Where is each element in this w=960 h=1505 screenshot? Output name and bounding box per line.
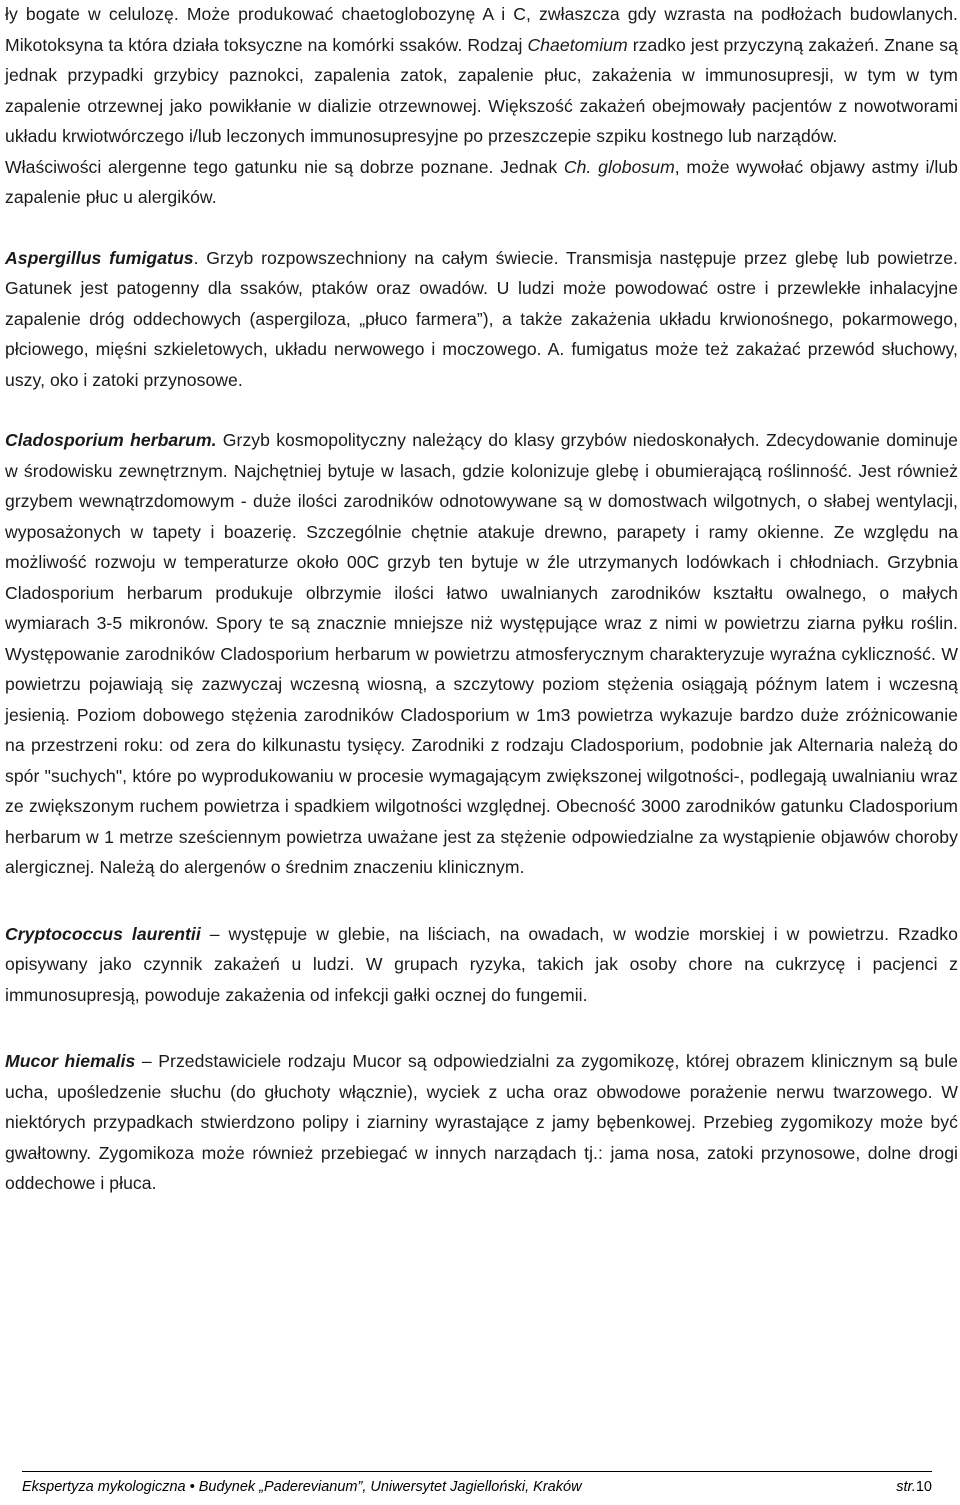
paragraph-text: rzadko jest przyczyną zakażeń. Znane są jednak przypadki grzybicy paznokci, zapalenia zatok, zapalenie płuc, zakażenia w immunosupresji, w tym w tym zapalenie otrzewnej jako powikłanie w dializie otrzewnowej. Większość zakażeń obejmowały pacjentów z nowotworami układu krwiotwórczego i/lub leczonych immunosupresyjne po przeszczepie szpiku kostnego lub narządów. — [5, 34, 958, 146]
paragraph-spacer — [5, 1010, 958, 1046]
page-label: str. — [896, 1479, 916, 1495]
page-number — [896, 1472, 932, 1502]
paragraph-text: – występuje w glebie, na liściach, na owadach, w wodzie morskiej i w powietrzu. Rzadko opisywany jako czynnik zakażeń u ludzi. W grupach ryzyka, takich jak osoby chore na cukrzycę i pacjenci z immunosupresją, powoduje zakażenia od infekcji gałki ocznej do fungemii. — [5, 923, 958, 1005]
species-heading: Cladosporium herbarum. — [5, 430, 217, 450]
footer-title — [22, 1472, 582, 1502]
genus-name-italic: Chaetomium — [527, 34, 628, 55]
footer-text: ”, Uniwersytet Jagielloński, Kraków — [357, 1479, 582, 1495]
paragraph-spacer — [5, 883, 958, 919]
paragraph-text: – Przedstawiciele rodzaju Mucor są odpowiedzialni za zygomikozę, której obrazem klinicznym są bule ucha, upośledzenie słuchu (do głuchoty włącznie), wyciek z ucha oraz obwodowe porażenie nerwu twarzowego. W niektórych przypadkach stwierdzono polipy i ziarniny wyrastające z jamy bębenkowej. Przebieg zygomikozy może być gwałtowny. Zygomikoza może również przebiegać w innych narządach tj.: jama nosa, zatoki przynosowe, dolne drogi oddechowe i płuca. — [5, 1051, 958, 1193]
species-name-italic: Ch. globosum — [563, 156, 675, 177]
paragraph-spacer — [5, 213, 958, 243]
paragraph-cryptococcus — [5, 919, 958, 1011]
paragraph-text: . Grzyb rozpowszechniony na całym świecie. Transmisja następuje przez glebę lub powietrze. Gatunek jest patogenny dla ssaków, ptaków oraz owadów. U ludzi może powodować ostre i przewlekłe inhalacyjne zapalenie dróg oddechowych (aspergiloza, „płuco farmera”), a także zakażenia układu krwionośnego, pokarmowego, płciowego, mięśni szkieletowych, układu nerwowego i moczowego. A. fumigatus może też zakażać przewód słuchowy, uszy, oko i zatoki przynosowe. — [5, 247, 958, 390]
paragraph-chaetomium-allergen — [5, 152, 958, 213]
document-page — [5, 0, 958, 1199]
species-heading: Aspergillus fumigatus — [5, 247, 194, 268]
paragraph-mucor — [5, 1046, 958, 1199]
paragraph-text: Grzyb kosmopolityczny należący do klasy grzybów niedoskonałych. Zdecydowanie dominuje w środowisku zewnętrznym. Najchętniej bytuje w lasach, gdzie kolonizuje glebę i obumierającą roślinność. Jest również grzybem wewnątrzdomowym - duże ilości zarodników odnotowywane są w domostwach wilgotnych, o słabej wentylacji, wyposażonych w tapety i boazerię. Szczególnie chętnie atakuje drewno, parapety i ramy okienne. Ze względu na możliwość rozwoju w temperaturze około 00C grzyb ten bytuje w źle utrzymanych lodówkach i chłodniach. Grzybnia Cladosporium herbarum produkuje olbrzymie ilości łatwo uwalnianych zarodników kształtu owalnego, o małych wymiarach 3-5 mikronów. Spory te są znacznie mniejsze niż występujące wraz z nimi w powietrzu ziarna pyłku roślin. Występowanie zarodników Cladosporium herbarum w powietrzu atmosferycznym charakteryzuje wyraźna cykliczność. W powietrzu pojawiają się zazwyczaj wczesną wiosną, a szczytowy poziom stężenia osiągają późnym latem i wczesną jesienią. Poziom dobowego stężenia zarodników Cladosporium w 1m3 powietrza wykazuje bardzo duże zróżnicowanie na przestrzeni roku: od zera do kilkunastu tysięcy. Zarodniki z rodzaju Cladosporium, podobnie jak Alternaria należą do spór "suchych", które po wyprodukowaniu w procesie wymagającym zwiększonej wilgotności-, podlegają uwalnianiu wraz ze zwiększonym ruchem powietrza i spadkiem wilgotności względnej. Obecność 3000 zarodników gatunku Cladosporium herbarum w 1 metrze sześciennym powietrza uważane jest za stężenie odpowiedzialne za wystąpienie objawów choroby alergicznej. Należą do alergenów o średnim znaczeniu klinicznym. — [5, 430, 959, 877]
page-number-value: 10 — [915, 1479, 932, 1495]
paragraph-aspergillus — [5, 243, 958, 396]
paragraph-chaetomium — [5, 0, 958, 152]
paragraph-cladosporium — [5, 425, 958, 883]
page-footer — [22, 1471, 932, 1504]
footer-text: Ekspertyza mykologiczna • Budynek „ — [22, 1479, 265, 1495]
paragraph-text: , może wywołać objawy astmy i/lub zapalenie płuc u alergików. — [5, 156, 958, 207]
paragraph-text: Właściwości alergenne tego gatunku nie są dobrze poznane. Jednak — [5, 156, 564, 177]
species-heading: Cryptococcus laurentii — [5, 923, 201, 944]
footer-building-name: Paderevianum — [264, 1479, 358, 1495]
species-heading: Mucor hiemalis — [5, 1051, 136, 1071]
paragraph-spacer — [5, 395, 958, 425]
paragraph-text: ły bogate w celulozę. Może produkować chaetoglobozynę A i C, zwłaszcza gdy wzrasta na podłożach budowlanych. Mikotoksyna ta która działa toksyczne na komórki ssaków. Rodzaj — [5, 4, 958, 55]
